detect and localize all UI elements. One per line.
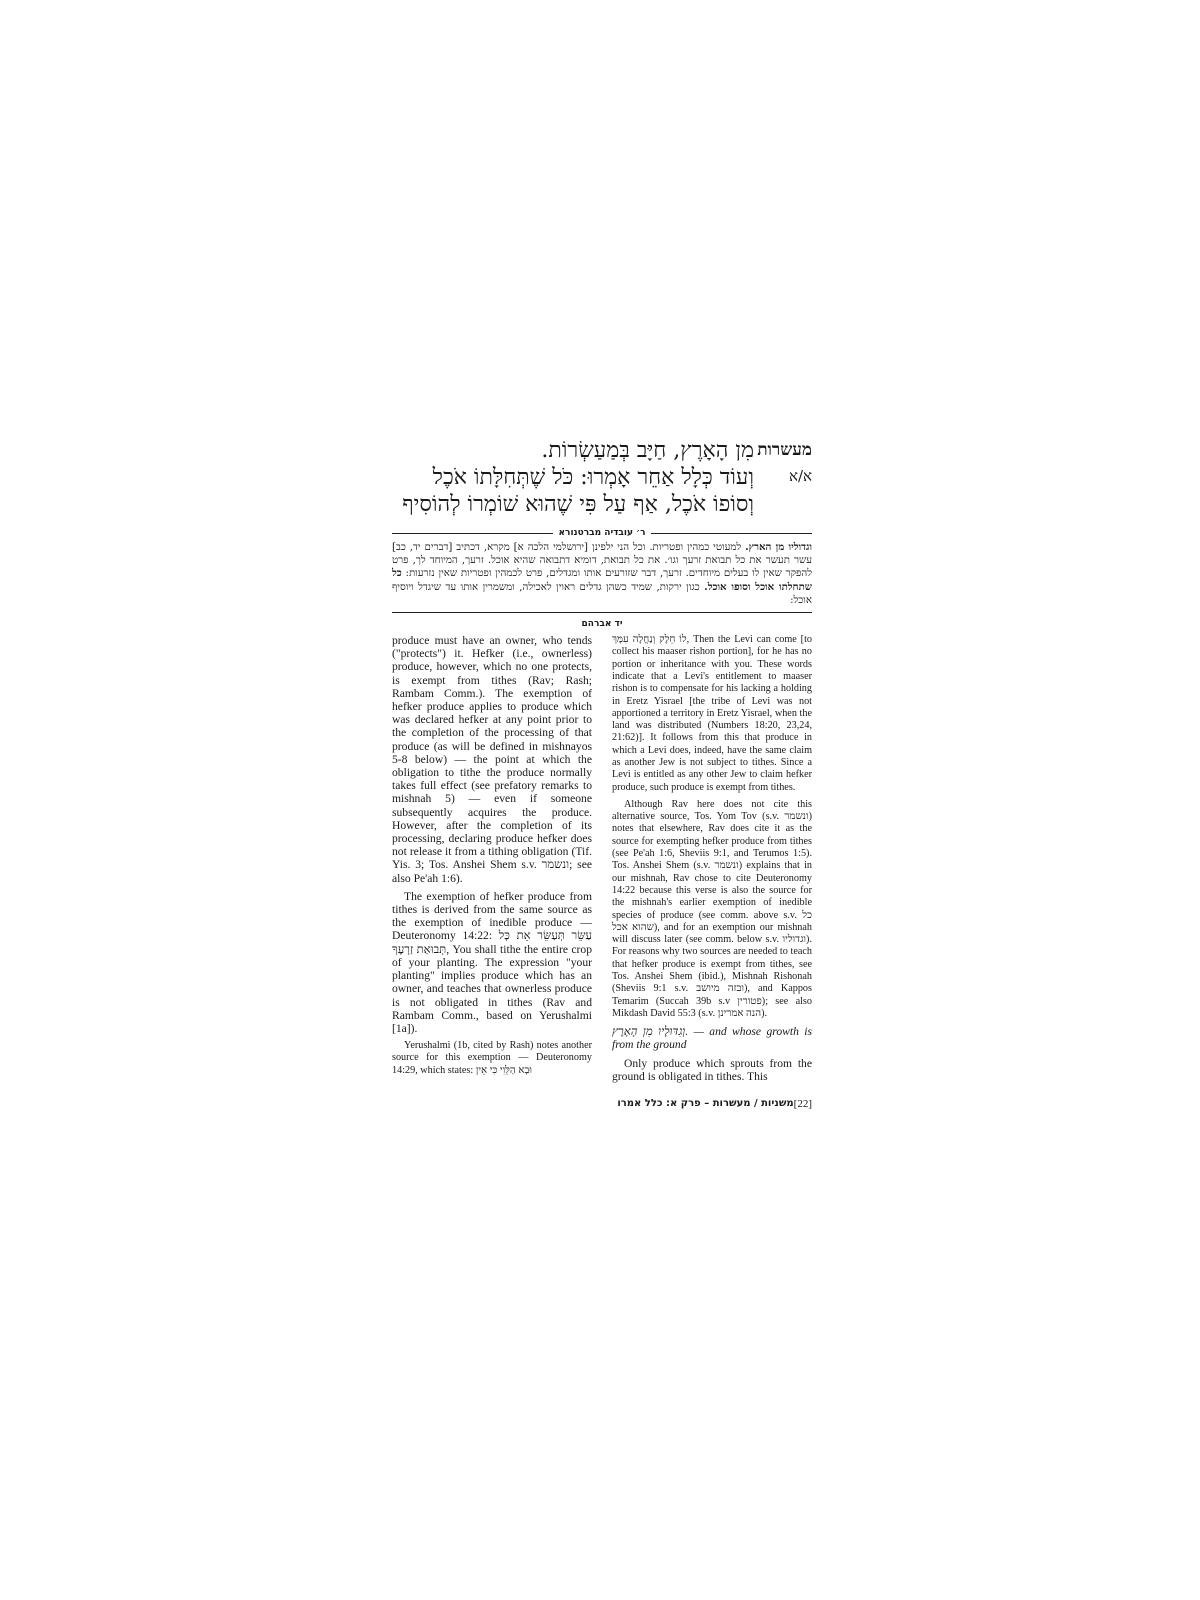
bartenura-divider <box>392 528 812 538</box>
section-rule <box>392 612 812 613</box>
yad-avraham-label: יד אברהם <box>581 619 623 630</box>
page-footer <box>392 1098 812 1110</box>
document-page <box>392 437 812 1110</box>
tractate-marker <box>754 437 812 489</box>
bartenura-lemma: כל שתחלתו אוכל וסופו אוכל. <box>392 567 813 593</box>
paragraph: Although Rav here does not cite this alternative source, Tos. Yom Tov (s.v. ונשמר) notes that elsewhere, Rav does cite it as the source for exempting hefker produce from tithes (see Pe'ah 1:6, Sheviis 9:1, and Terumos 1:5). Tos. Anshei Shem (s.v. ונשמר) explains that in our mishnah, Rav chose to cite Deuteronomy 14:22 because this verse is also the source for the mishnah's earlier exemption of inedible species of produce (see comm. above s.v. כל שהוא אכל), and for an exemption our mishnah will discuss later (see comm. below s.v. וגדוליו). For reasons why two sources are needed to teach that hefker produce is exempt from tithes, see Tos. Anshei Shem (ibid.), Mishnah Rishonah (Sheviis 9:1 s.v. ובזה מיושב), and Kappos Temarim (Succah 39b s.v פטורין); see also Mikdash David 55:3 (s.v. הנה אמרינן). <box>612 798 812 1019</box>
bartenura-label: ר׳ עובדיה מברטנורא <box>558 528 646 538</box>
bartenura-commentary <box>392 541 812 607</box>
divider-line <box>651 533 812 534</box>
left-column <box>392 634 592 1088</box>
paragraph: לוֹ חֵלֶק וְנַחֲלָה עִמָּךְ, Then the Levi can come [to collect his maaser rishon portion], for he has no portion or inheritance with you. These words indicate that a Levi's entitlement to maaser rishon is to compensate for his lacking a holding in Eretz Yisrael [the tribe of Levi was not apportioned a territory in Eretz Yisrael, when the land was distributed (Numbers 18:20, 23,24, 21:62)]. It follows from this that produce in which a Levi does, indeed, have the same claim as another Jew is not subject to tithes. Since a Levi is entitled as any other Jew to claim hefker produce, such produce is exempt from tithes. <box>612 634 812 793</box>
paragraph: The exemption of hefker produce from tithes is derived from the same source as the exemption of inedible produce — Deuteronomy 14:22: עַשֵּׂר תְּעַשֵּׂר אֵת כָּל תְּבוּאַת זַרְעֶךָ, You shall tithe the entire crop of your planting. The expression "your planting" implies produce which has an owner, and teaches that ownerless produce is not obligated in tithes (Rav and Rambam Comm., based on Yerushalmi [1a]). <box>392 889 592 1035</box>
mishnah-line: וְעוֹד כְּלָל אַחֵר אָמְרוּ: כֹּל שֶׁתְּחִלָּתוֹ אֹכֶל <box>432 465 754 490</box>
paragraph: Only produce which sprouts from the ground is obligated in tithes. This <box>612 1056 812 1083</box>
divider-line <box>392 533 553 534</box>
paragraph: Yerushalmi (1b, cited by Rash) notes another source for this exemption — Deuteronomy 14:29, which states: וּבָא הַלֵּוִי כִּי אֵין <box>392 1040 592 1076</box>
mishnah-line: וְסוֹפוֹ אֹכֶל, אַף עַל פִּי שֶׁהוּא שׁוֹמְרוֹ לְהוֹסִיף <box>402 492 754 517</box>
paragraph: produce must have an owner, who tends ("protects") it. Hefker (i.e., ownerless) produce, however, which no one protects, is exempt from tithes (Rav; Rash; Rambam Comm.). The exemption of hefker produce applies to produce which was declared hefker at any point prior to the completion of the processing of that produce (as will be defined in mishnayos 5-8 below) — the point at which the obligation to tithe the produce normally takes full effect (see prefatory remarks to mishnah 5) — even if someone subsequently acquires the produce. However, after the completion of its processing, declaring produce hefker does not release it from a tithing obligation (Tif. Yis. 3; Tos. Anshei Shem s.v. ונשמר; see also Pe'ah 1:6). <box>392 634 592 885</box>
page-number: [22] <box>793 1098 812 1111</box>
lemma-heading: וְגִדּוּלָיו מִן הָאָרֶץ. — and whose growth is from the ground <box>612 1025 812 1052</box>
bartenura-text: למעוטי כמהין ופטריות. וכל הני ילפינן [ירושלמי הלכה א] מקרא, דכתיב [דברים יד, כב] עשר תעשר את כל תבואת זרעך וגו׳. את כל תבואת, דומיא דתבואה שהיא אוכל. זרעך, המיוחד לך, פרט להפקר שאין לו בעלים מיוחדים. זרעך, דבר שזורעים אותו ומגדלים, פרט לכמהין ופטריות שאין נזרעות: <box>392 542 812 580</box>
mishnah-text <box>392 437 754 518</box>
bartenura-lemma: וגדוליו מן הארץ. <box>745 541 812 553</box>
bartenura-text: כגון ירקות, שמיד כשהן גדלים ראוין לאכילה, ומשמרין אותו עד שיגדל ויוסיף אוכל: <box>392 581 812 606</box>
mishnah-header <box>392 437 812 518</box>
commentary-columns <box>392 634 812 1088</box>
tractate-name: מעשרות <box>757 440 812 460</box>
right-column <box>612 634 812 1088</box>
mishnah-line: מִן הָאָרֶץ, חַיָּב בְּמַעַשְׂרוֹת. <box>541 438 754 463</box>
chapter-mishnah-ref: א/א <box>788 467 812 485</box>
running-footer: משניות / מעשרות – פרק א: כלל אמרו <box>617 1098 794 1110</box>
